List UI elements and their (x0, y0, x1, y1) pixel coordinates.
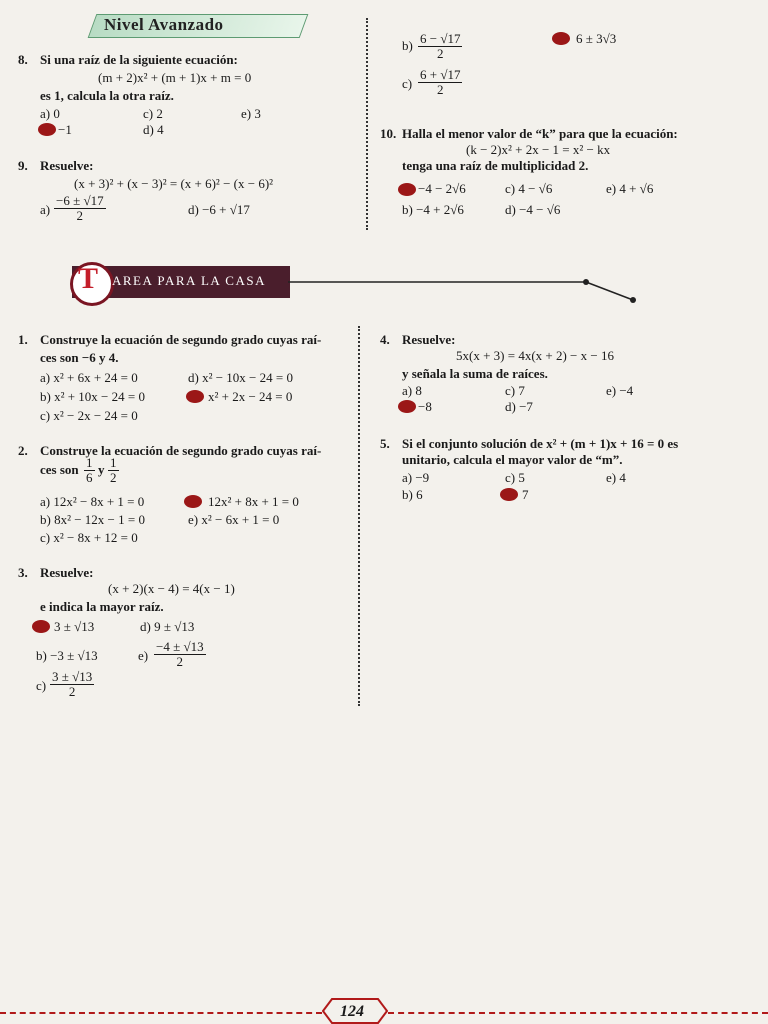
h1-option-b: b) x² + 10x − 24 = 0 (40, 389, 145, 404)
section-header-initial: T (78, 262, 99, 295)
h4-option-a: a) 8 (402, 383, 422, 398)
h5-option-e: e) 4 (606, 470, 626, 485)
q9-option-a-fraction (54, 194, 106, 223)
q9-equation: (x + 3)² + (x − 3)² = (x + 6)² − (x − 6)² (74, 176, 274, 191)
h2-root2-denominator: 2 (110, 470, 117, 485)
h3-answer: 3 ± √13 (54, 619, 95, 634)
h4-answer: −8 (418, 399, 432, 414)
q8-option-c: c) 2 (143, 106, 163, 121)
qtr-answer: 6 ± 3√3 (576, 31, 617, 46)
h2-option-a: a) 12x² − 8x + 1 = 0 (40, 494, 145, 509)
banner-title: Nivel Avanzado (104, 15, 224, 34)
h5-text2: unitario, calcula el mayor valor de “m”. (402, 452, 623, 467)
h2-root1-numerator: 1 (86, 455, 93, 470)
q8-text2: es 1, calcula la otra raíz. (40, 88, 174, 103)
h5-answer: 7 (522, 487, 529, 502)
h3-option-b: b) −3 ± √13 (36, 648, 98, 663)
answer-marker-icon (184, 495, 202, 508)
qtr-c-numerator: 6 + √17 (420, 67, 461, 82)
h3-option-c-fraction (50, 670, 94, 699)
q10-text2: tenga una raíz de multiplicidad 2. (402, 158, 589, 173)
h3-number: 3. (18, 565, 28, 580)
h4-option-c: c) 7 (505, 383, 525, 398)
q8-option-a: a) 0 (40, 106, 60, 121)
h2-number: 2. (18, 443, 28, 458)
h2-text2: ces son (40, 462, 79, 477)
h1-text2: ces son −6 y 4. (40, 350, 119, 365)
q10-equation: (k − 2)x² + 2x − 1 = x² − kx (466, 142, 611, 157)
q8-option-e: e) 3 (241, 106, 261, 121)
qtr-option-b-fraction (418, 32, 462, 61)
h3-e-numerator: −4 ± √13 (156, 639, 204, 654)
answer-marker-icon (186, 390, 204, 403)
q9-text: Resuelve: (40, 158, 94, 173)
q9-option-a-label: a) (40, 202, 51, 217)
qtr-option-c-label: c) (402, 76, 413, 91)
q10-option-e: e) 4 + √6 (606, 181, 654, 196)
h2-root1-fraction (84, 456, 95, 485)
h5-text: Si el conjunto solución de x² + (m + 1)x + 16 = 0 es (402, 436, 679, 451)
q9-number: 9. (18, 158, 28, 173)
h3-option-e-label: e) (138, 648, 149, 663)
q8-number: 8. (18, 52, 28, 67)
h5-number: 5. (380, 436, 390, 451)
q9-a-numerator: −6 ± √17 (56, 193, 104, 208)
h3-text: Resuelve: (40, 565, 94, 580)
h5-option-a: a) −9 (402, 470, 430, 485)
h4-text: Resuelve: (402, 332, 456, 347)
h2-option-c: c) x² − 8x + 12 = 0 (40, 530, 138, 545)
h3-c-numerator: 3 ± √13 (52, 669, 93, 684)
h3-equation: (x + 2)(x − 4) = 4(x − 1) (108, 581, 235, 596)
h4-option-e: e) −4 (606, 383, 634, 398)
h2-answer: 12x² + 8x + 1 = 0 (208, 494, 299, 509)
h3-e-denominator: 2 (176, 654, 184, 669)
page-number: 124 (340, 1003, 364, 1020)
q8-text: Si una raíz de la siguiente ecuación: (40, 52, 238, 67)
answer-marker-icon (32, 620, 50, 633)
h1-option-c: c) x² − 2x − 24 = 0 (40, 408, 138, 423)
q8-equation: (m + 2)x² + (m + 1)x + m = 0 (98, 70, 252, 85)
h2-and: y (98, 462, 105, 477)
q10-number: 10. (380, 126, 397, 141)
h3-text2: e indica la mayor raíz. (40, 599, 164, 614)
q9-option-d: d) −6 + √17 (188, 202, 250, 217)
q10-option-b: b) −4 + 2√6 (402, 202, 464, 217)
h3-option-d: d) 9 ± √13 (140, 619, 195, 634)
q10-option-c: c) 4 − √6 (505, 181, 553, 196)
q8-option-b: −1 (58, 122, 72, 137)
q10-text: Halla el menor valor de “k” para que la ecuación: (402, 126, 678, 141)
h1-option-a: a) x² + 6x + 24 = 0 (40, 370, 138, 385)
h5-option-b: b) 6 (402, 487, 423, 502)
h4-text2: y señala la suma de raíces. (402, 366, 548, 381)
h2-root1-denominator: 6 (86, 470, 93, 485)
section-banner (52, 12, 302, 38)
answer-marker-icon (552, 32, 570, 45)
h5-option-c: c) 5 (505, 470, 525, 485)
section-header-line (288, 270, 648, 310)
h4-equation: 5x(x + 3) = 4x(x + 2) − x − 16 (456, 348, 614, 363)
q10-option-d: d) −4 − √6 (505, 202, 561, 217)
h2-root2-fraction (108, 456, 119, 485)
h3-c-denominator: 2 (68, 684, 76, 699)
h1-answer: x² + 2x − 24 = 0 (208, 389, 293, 404)
h1-option-d: d) x² − 10x − 24 = 0 (188, 370, 293, 385)
answer-marker-icon (38, 123, 56, 136)
footer-line-left (0, 1012, 322, 1014)
h2-option-b: b) 8x² − 12x − 1 = 0 (40, 512, 145, 527)
h1-text: Construye la ecuación de segundo grado cuyas raí- (40, 332, 322, 347)
answer-marker-icon (398, 400, 416, 413)
answer-marker-icon (398, 183, 416, 196)
q9-a-denominator: 2 (76, 208, 84, 223)
h3-option-e-fraction (154, 640, 206, 669)
q10-answer: −4 − 2√6 (418, 181, 466, 196)
qtr-option-c-fraction (418, 68, 462, 97)
h2-root2-numerator: 1 (110, 455, 117, 470)
h4-number: 4. (380, 332, 390, 347)
q8-option-d: d) 4 (143, 122, 164, 137)
h2-text: Construye la ecuación de segundo grado cuyas raí- (40, 443, 322, 458)
footer-line-right (388, 1012, 768, 1014)
qtr-b-denominator: 2 (436, 46, 444, 61)
column-divider (358, 326, 360, 706)
column-divider (366, 18, 368, 230)
h1-number: 1. (18, 332, 28, 347)
qtr-option-b-label: b) (402, 38, 413, 53)
section-header-title: AREA PARA LA CASA (112, 273, 266, 288)
h2-option-e: e) x² − 6x + 1 = 0 (188, 512, 280, 527)
qtr-c-denominator: 2 (436, 82, 444, 97)
answer-marker-icon (500, 488, 518, 501)
qtr-b-numerator: 6 − √17 (420, 31, 461, 46)
h4-option-d: d) −7 (505, 399, 533, 414)
h3-option-c-label: c) (36, 678, 47, 693)
